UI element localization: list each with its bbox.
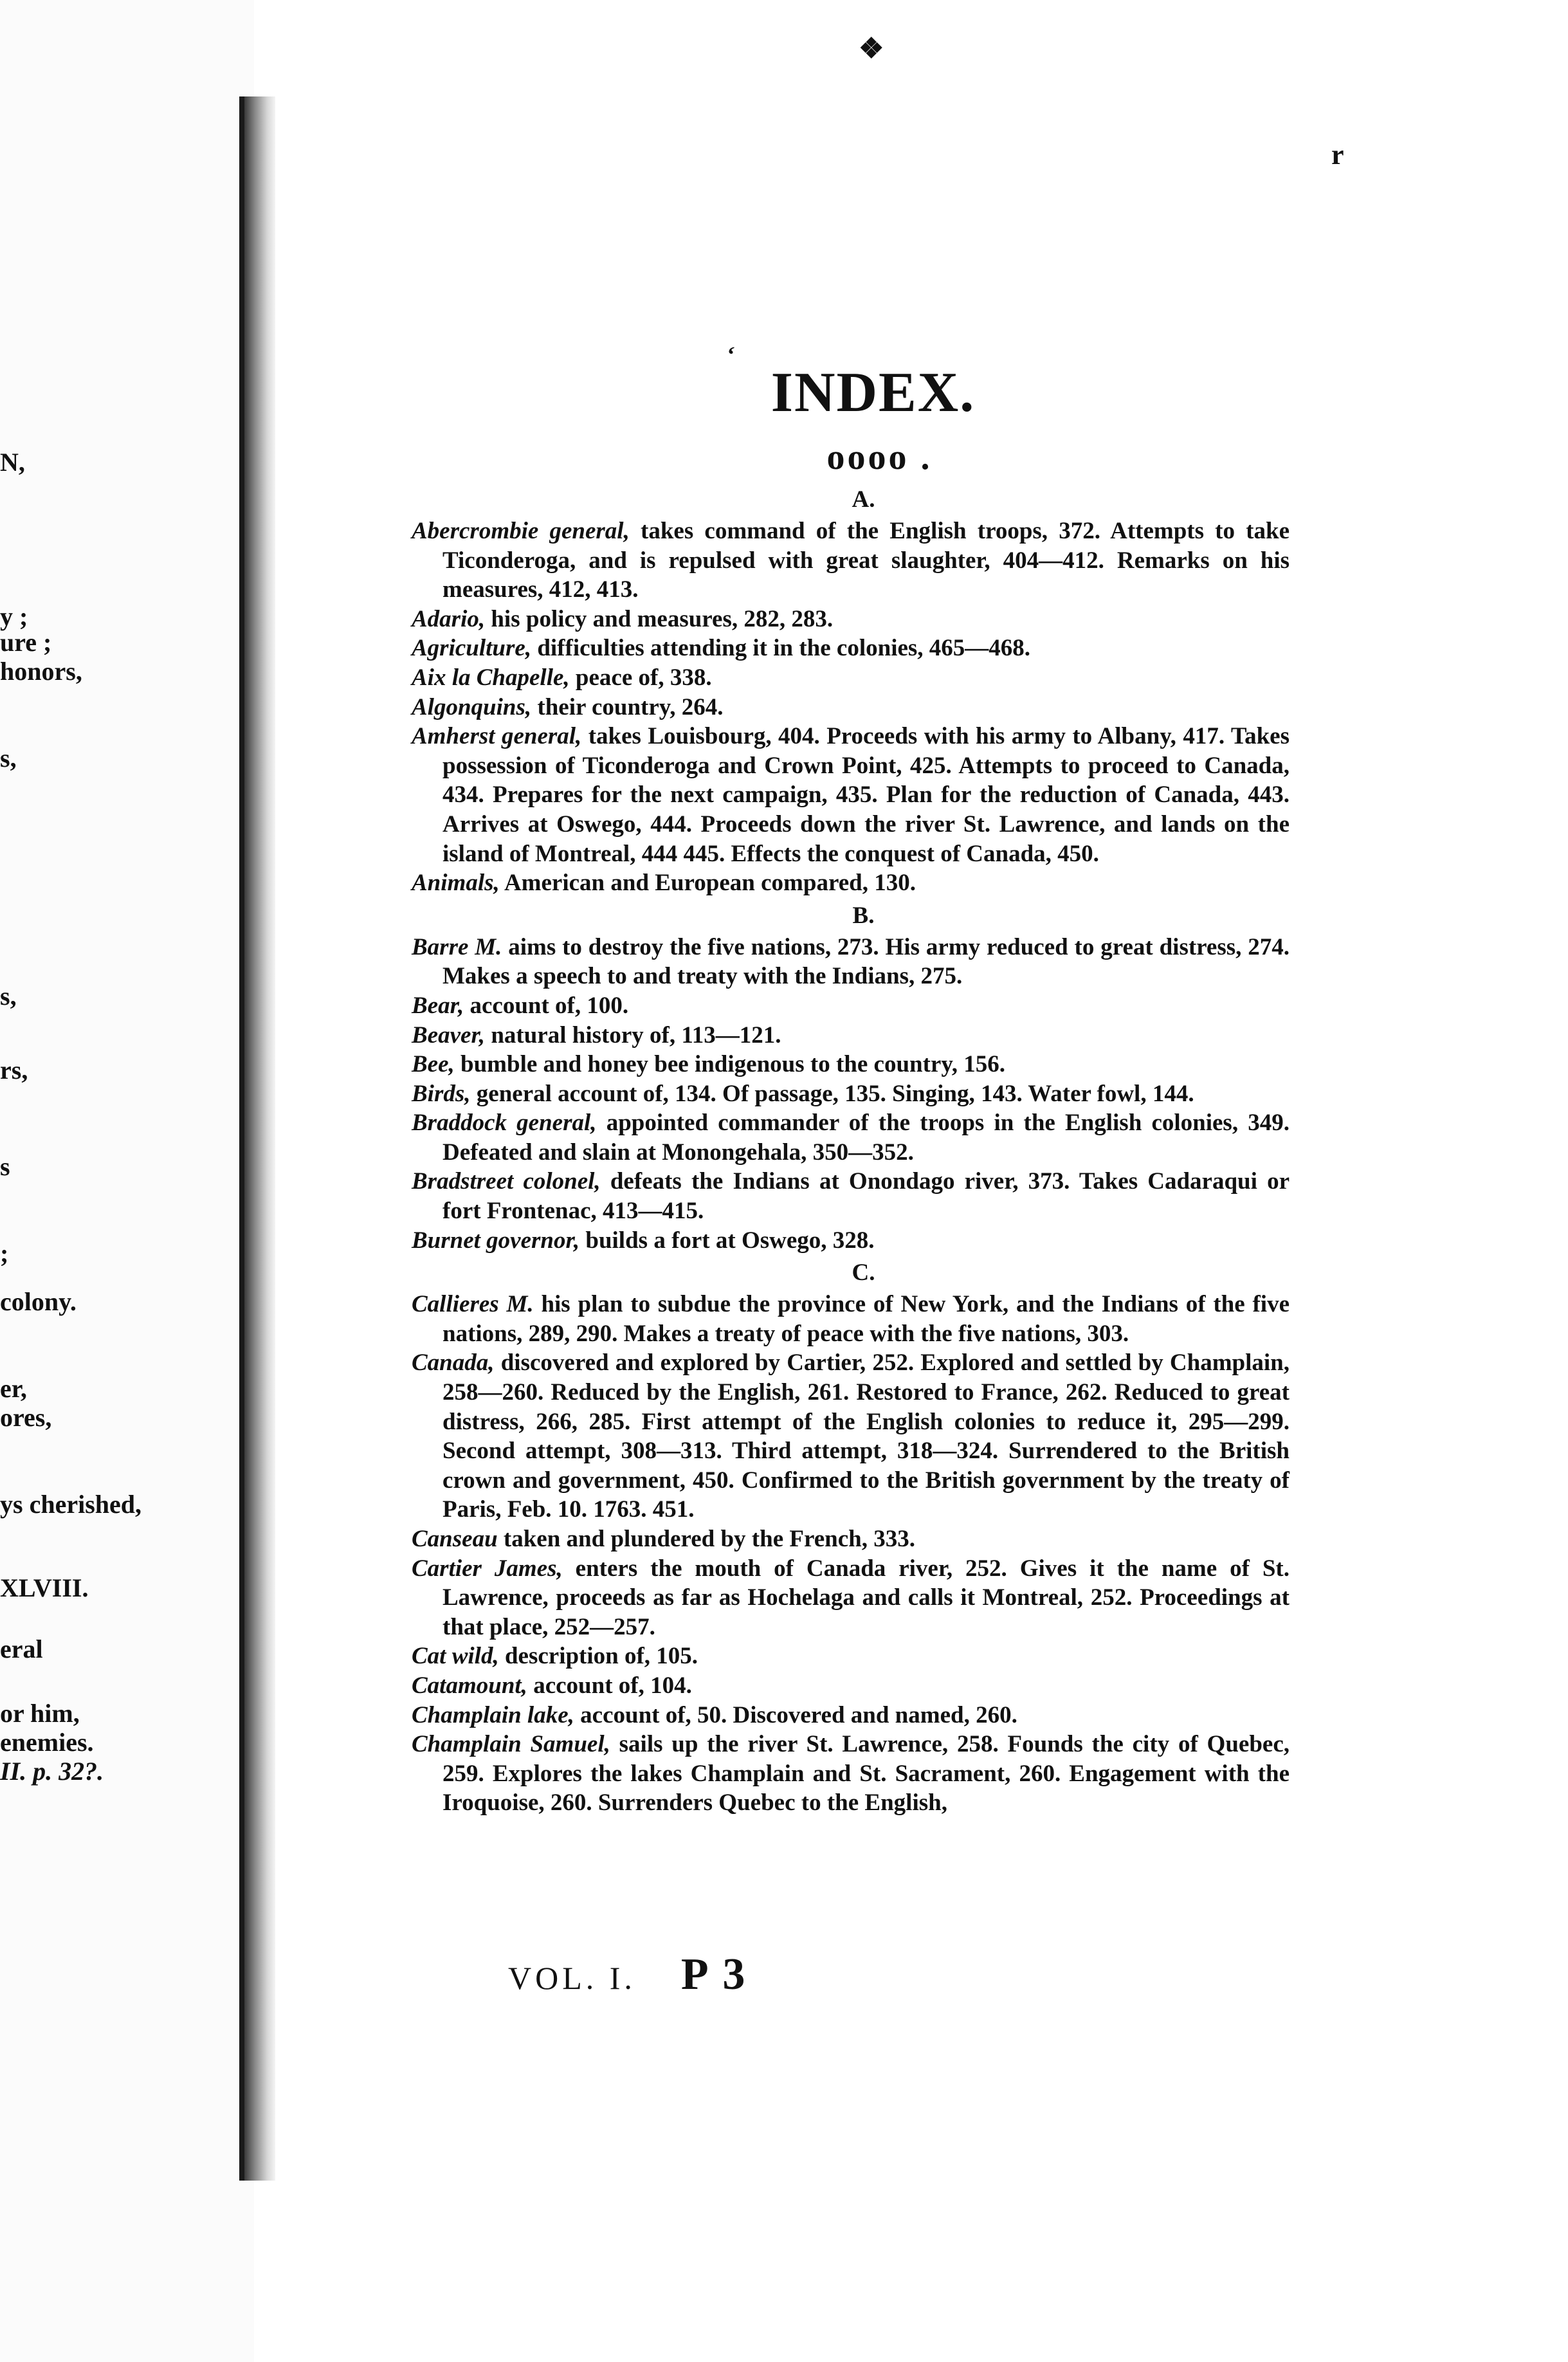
entry-heading: Bradstreet colonel, [412,1168,601,1195]
entry-text: account of, 104. [527,1672,692,1699]
signature-mark: P 3 [680,1950,748,1999]
left-page-text: er, [0,1374,27,1403]
left-page-text: eral [0,1634,43,1663]
index-entry [412,933,1290,991]
left-page-text: s [0,1152,10,1181]
left-page-text: colony. [0,1287,77,1316]
section-a [412,484,1290,898]
ornament-divider: oooo . [826,437,933,477]
entry-text: general account of, 134. Of passage, 135. Singing, 143. Water fowl, 144. [470,1080,1194,1107]
entry-text: defeats the Indians at Onondago river, 373. Takes Cadaraqui or fort Frontenac, 413—415. [442,1168,1290,1225]
previous-page-fragment [0,0,254,2362]
entry-heading: Adario, [412,605,486,632]
index-entry [412,1348,1290,1524]
index-page [412,360,1290,1818]
left-page-text: ; [0,1239,9,1268]
entry-heading: Animals, [412,870,500,897]
entry-text: difficulties attending it in the colonies, 465—468. [531,635,1031,662]
index-entry [412,1108,1290,1167]
entry-text: enters the mouth of Canada river, 252. Gives it the name of St. Lawrence, proceeds as far as Hochelaga and calls it Montreal, 252. Proceedings at that place, 252—257. [442,1555,1290,1640]
entry-text: natural history of, 113—121. [485,1021,781,1048]
left-page-text: s, [0,982,17,1011]
entry-heading: Bee, [412,1051,455,1078]
left-page-text: y ; [0,602,28,631]
entry-heading: Agriculture, [412,635,532,662]
page-title: INDEX. [770,362,976,424]
entry-text: his policy and measures, 282, 283. [485,605,834,632]
entry-text: his plan to subdue the province of New York, and the Indians of the five nations, 289, 290. Makes a treaty of peace with the five nations, 303. [442,1291,1290,1347]
entry-heading: Champlain Samuel, [412,1731,610,1758]
entry-text: peace of, 338. [569,664,712,691]
section-letter: A. [852,486,875,513]
entry-heading: Algonquins, [412,693,532,720]
entry-text: takes command of the English troops, 372. Attempts to take Ticonderoga, and is repulsed with great slaughter, 404—412. Remarks on his measures, 412, 413. [442,518,1290,603]
index-entry [412,991,1290,1021]
index-entry [412,1642,1290,1671]
entry-heading: Bear, [412,992,464,1019]
entry-text: taken and plundered by the French, 333. [497,1526,915,1552]
entry-text: aims to destroy the five nations, 273. His army reduced to great distress, 274. Makes a speech to and treaty with the Indians, 275. [442,933,1290,990]
entry-text: takes Louisbourg, 404. Proceeds with his army to Albany, 417. Takes possession of Ticonderoga and Crown Point, 425. Attempts to proceed to Canada, 434. Prepares for the next campaign, 435. Plan for the reduction of Canada, 443. Arrives at Oswego, 444. Proceeds down the river St. Lawrence, and lands on the island of Montreal, 444 445. Effects the conquest of Canada, 450. [442,723,1290,867]
entry-text: discovered and explored by Cartier, 252. Explored and settled by Champlain, 258—260. Reduced by the English, 261. Restored to France, 262. Reduced to great distress, 266, 285. First attempt of the English colonies to reduce it, 295—299. Second attempt, 308—313. Third attempt, 318—324. Surrendered to the British crown and government, 450. Confirmed to the British government by the treaty of Paris, Feb. 10. 1763. 451. [442,1350,1290,1523]
entry-heading: Amherst general, [412,723,582,750]
entry-heading: Braddock general, [412,1110,597,1137]
gutter-shadow [244,96,275,2181]
index-entry [412,722,1290,868]
entry-heading: Callieres M. [412,1291,534,1318]
left-page-text: ores, [0,1403,52,1432]
entry-heading: Abercrombie general, [412,518,630,544]
entry-heading: Champlain lake, [412,1701,574,1728]
left-page-text: s, [0,744,17,773]
entry-heading: Beaver, [412,1021,486,1048]
index-entry [412,1226,1290,1256]
volume-label: VOL. I. [508,1960,636,1996]
index-entry [412,1524,1290,1554]
index-entry [412,693,1290,722]
left-page-text: ys cherished, [0,1490,141,1519]
entry-text: American and European compared, 130. [499,870,916,897]
index-entry [412,605,1290,634]
left-page-text: enemies. [0,1728,94,1757]
entry-heading: Cat wild, [412,1643,499,1670]
entry-heading: Burnet governor, [412,1227,580,1254]
entry-heading: Canada, [412,1350,495,1377]
left-page-text: N, [0,448,25,477]
entry-text: bumble and honey bee indigenous to the country, 156. [454,1051,1006,1078]
ink-mark: ‘ [725,341,736,368]
left-page-text: XLVIII. [0,1573,89,1602]
entry-text: account of, 100. [464,992,629,1019]
index-entry [412,1554,1290,1642]
index-entry [412,1730,1290,1818]
section-c [412,1258,1290,1818]
entry-heading: Barre M. [412,933,502,960]
entry-heading: Aix la Chapelle, [412,664,570,691]
entry-heading: Birds, [412,1080,471,1107]
entry-text: sails up the river St. Lawrence, 258. Founds the city of Quebec, 259. Explores the lakes Champlain and St. Sacrament, 260. Engagement with the Iroquoise, 260. Surrenders Quebec to the English, [442,1731,1290,1817]
ink-mark: r [1331,139,1344,170]
section-letter: B. [852,902,875,929]
index-entry [412,1290,1290,1348]
left-page-text: II. p. 32?. [0,1757,104,1786]
index-entry [412,517,1290,605]
section-letter: C. [852,1259,875,1286]
left-page-text: honors, [0,657,82,686]
index-entry [412,868,1290,898]
left-page-text: or him, [0,1699,80,1728]
page-footer [508,1949,747,2000]
index-entry [412,1050,1290,1079]
entry-text: account of, 50. Discovered and named, 260. [574,1701,1017,1728]
index-entry [412,1167,1290,1225]
ink-mark: ❖ [859,33,884,64]
entry-heading: Canseau [412,1526,498,1552]
index-entry [412,1021,1290,1050]
entry-text: appointed commander of the troops in the English colonies, 349. Defeated and slain at Monongehala, 350—352. [442,1110,1290,1166]
index-entry [412,1701,1290,1730]
entry-heading: Cartier James, [412,1555,563,1582]
index-entry [412,1671,1290,1701]
index-entry [412,663,1290,693]
index-entry [412,634,1290,663]
left-page-text: rs, [0,1056,28,1085]
entry-text: their country, 264. [531,693,724,720]
entry-heading: Catamount, [412,1672,527,1699]
index-entry [412,1079,1290,1109]
left-page-text: ure ; [0,628,52,657]
entry-text: builds a fort at Oswego, 328. [579,1227,875,1254]
section-b [412,901,1290,1256]
entry-text: description of, 105. [498,1643,698,1670]
